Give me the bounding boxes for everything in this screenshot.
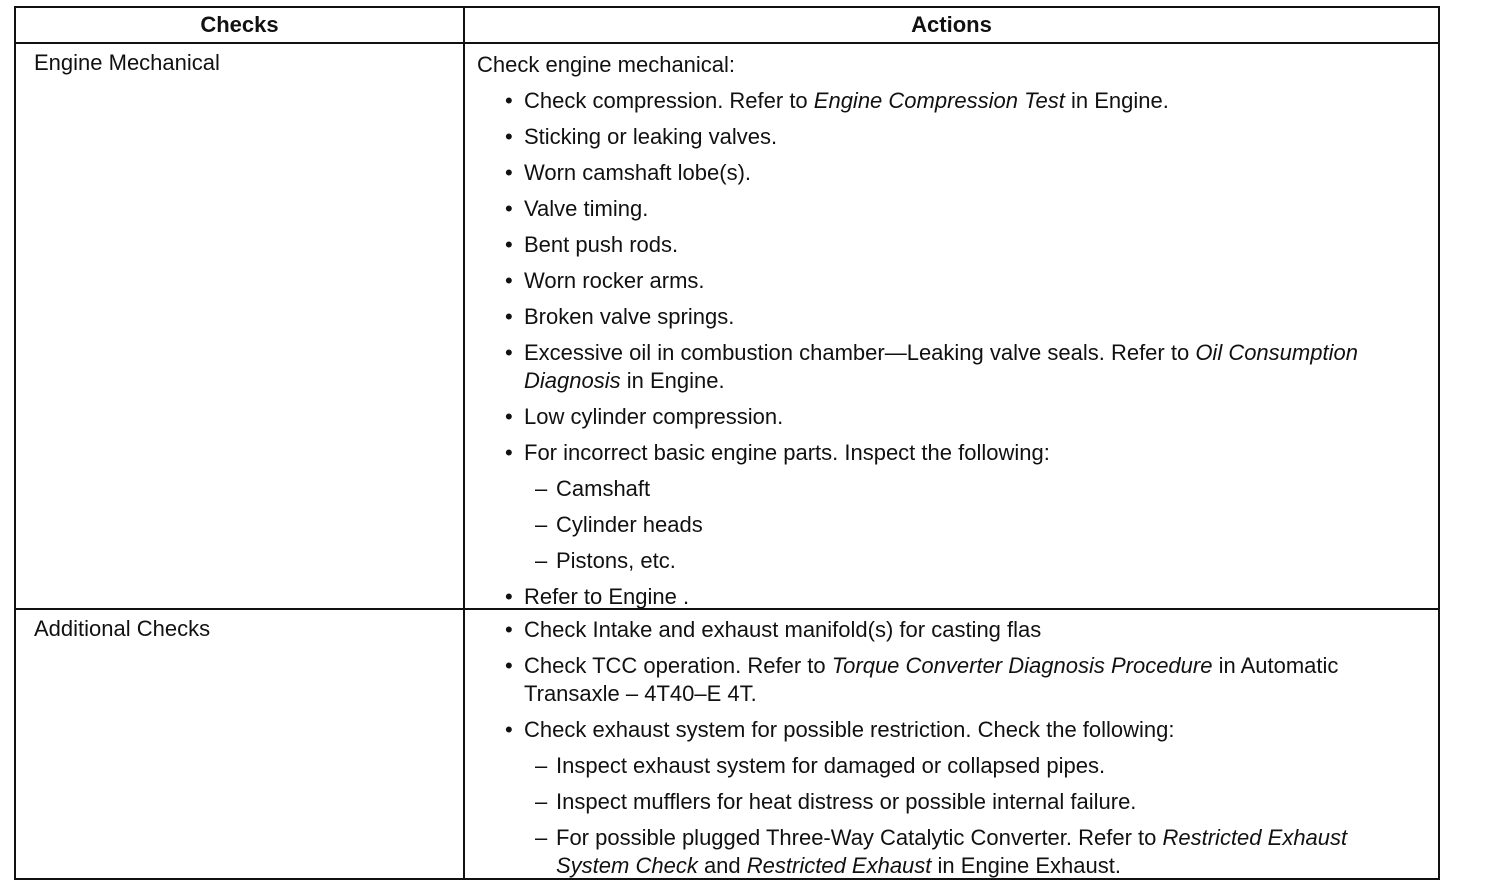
list-item: • Check exhaust system for possible restriction. Check the following: — [505, 717, 1175, 742]
list-item: • Check compression. Refer to Engine Compression Test in Engine. — [505, 88, 1169, 113]
diagnostic-table — [14, 6, 1440, 880]
list-item: • Check TCC operation. Refer to Torque Converter Diagnosis Procedure in Automatic Transaxle – 4T40–E 4T. — [505, 653, 1339, 706]
header-actions: Actions — [911, 12, 992, 37]
list-item: • Refer to Engine . — [505, 584, 690, 609]
sub-item: – For possible plugged Three-Way Catalytic Converter. Refer to Restricted Exhaust System Check and Restricted Exhaust in Engine Exhaust. — [535, 825, 1348, 878]
list-item: • Low cylinder compression. — [505, 404, 784, 429]
sub-item: – Cylinder heads — [535, 512, 703, 537]
column-divider — [463, 8, 465, 878]
list-item: • Bent push rods. — [505, 232, 679, 257]
sub-item: – Inspect mufflers for heat distress or possible internal failure. — [535, 789, 1137, 814]
actions-additional-checks — [477, 616, 1398, 888]
list-item: • Valve timing. — [505, 196, 649, 221]
list-item: • Worn camshaft lobe(s). — [505, 160, 752, 185]
list-item: • Check Intake and exhaust manifold(s) for casting flas — [505, 617, 1042, 642]
list-item: • Excessive oil in combustion chamber—Leaking valve seals. Refer to Oil Consumption Diagnosis in Engine. — [505, 340, 1358, 393]
sub-item: – Inspect exhaust system for damaged or collapsed pipes. — [535, 753, 1106, 778]
list-item: • For incorrect basic engine parts. Inspect the following: — [505, 440, 1050, 465]
list-item: • Broken valve springs. — [505, 304, 735, 329]
header-checks: Checks — [200, 12, 279, 37]
header-divider — [16, 42, 1438, 44]
list-item: • Sticking or leaking valves. — [505, 124, 778, 149]
sub-item: – Camshaft — [535, 476, 651, 501]
actions-engine-mechanical — [477, 51, 1398, 619]
actions-intro: Check engine mechanical: — [477, 52, 736, 77]
check-engine-mechanical: Engine Mechanical — [34, 50, 220, 75]
check-additional: Additional Checks — [34, 616, 211, 641]
sub-item: – Pistons, etc. — [535, 548, 676, 573]
list-item: • Worn rocker arms. — [505, 268, 705, 293]
